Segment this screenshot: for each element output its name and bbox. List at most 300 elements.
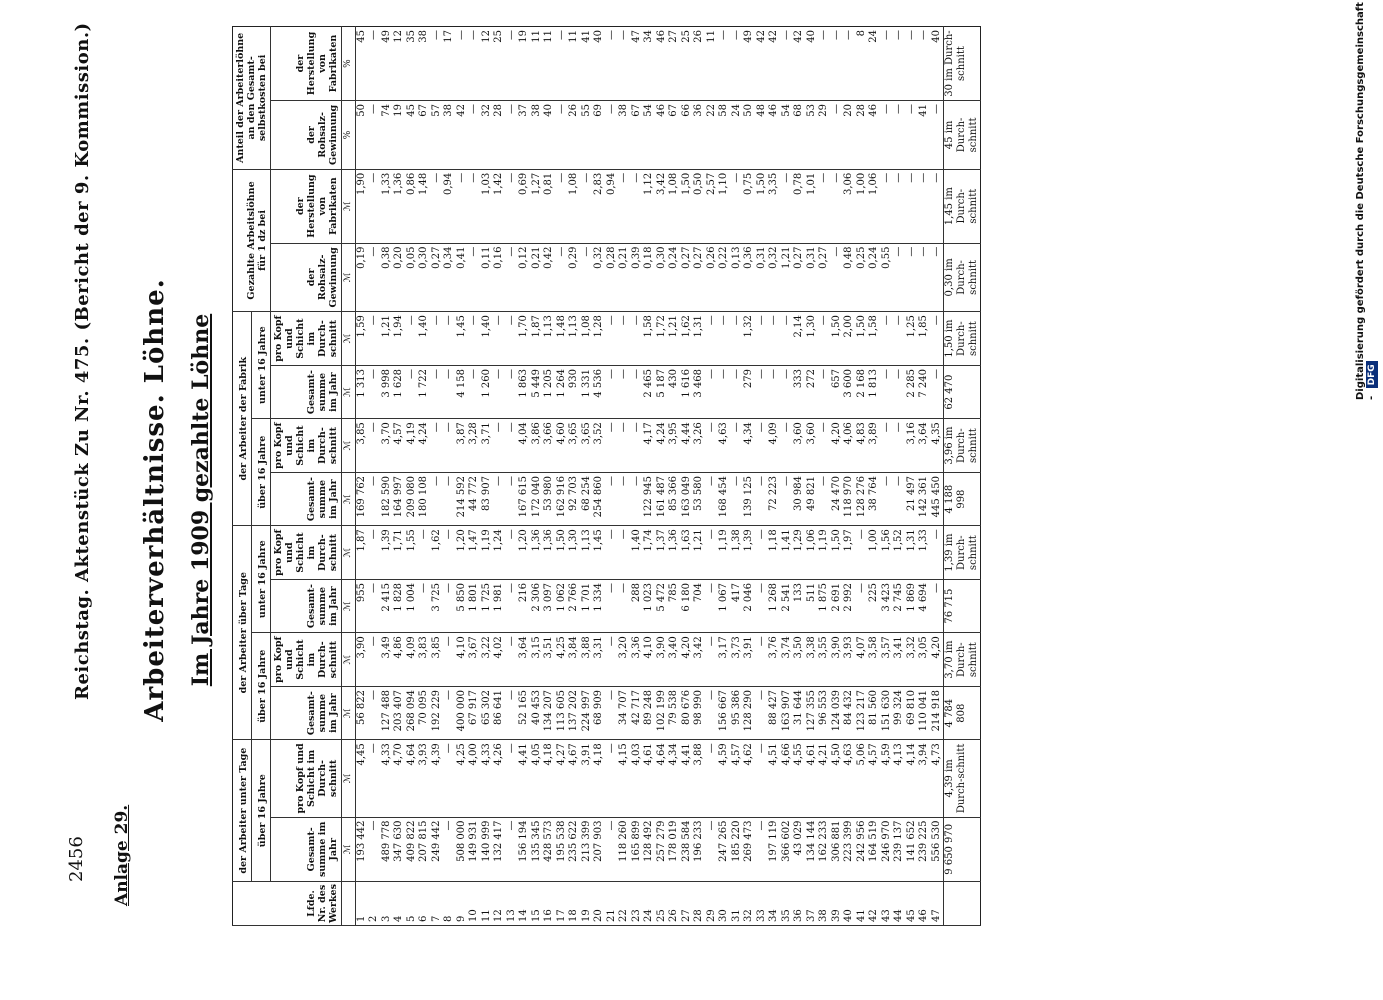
- table-row: [593, 27, 606, 926]
- row-number-cell: 44: [893, 882, 906, 926]
- table-cell: 196 233: [693, 817, 706, 882]
- table-cell: 195 538: [556, 817, 569, 882]
- table-cell: —: [431, 473, 444, 526]
- row-number-cell: 22: [618, 882, 631, 926]
- table-cell: 4,61: [643, 740, 656, 817]
- table-cell: 1,19: [718, 526, 731, 580]
- table-cell: 4,35: [931, 419, 944, 473]
- table-cell: —: [718, 366, 731, 419]
- table-cell: 1,39: [743, 526, 756, 580]
- table-cell: 239 137: [893, 817, 906, 882]
- table-cell: 4,51: [768, 740, 781, 817]
- table-cell: 42: [768, 27, 781, 101]
- table-cell: 1,29: [793, 526, 806, 580]
- table-cell: 4,20: [931, 633, 944, 687]
- table-cell: —: [881, 169, 894, 243]
- table-row: [418, 27, 431, 926]
- table-cell: 3,06: [843, 169, 856, 243]
- table-cell: 4,64: [406, 740, 419, 817]
- table-cell: 3,35: [768, 169, 781, 243]
- table-cell: 511: [806, 580, 819, 633]
- table-row: [843, 27, 856, 926]
- table-cell: 5 187: [656, 366, 669, 419]
- table-cell: 4,59: [718, 740, 731, 817]
- table-cell: —: [831, 169, 844, 243]
- row-number-cell: 5: [406, 882, 419, 926]
- table-cell: 1,20: [518, 526, 531, 580]
- lohn-group-header: Gezahlte Arbeitslöhne für 1 dz bei: [233, 169, 271, 311]
- table-cell: 1,36: [668, 526, 681, 580]
- table-cell: —: [931, 580, 944, 633]
- table-cell: 0,18: [643, 243, 656, 312]
- table-cell: —: [756, 633, 769, 687]
- table-cell: —: [618, 366, 631, 419]
- table-cell: —: [581, 169, 594, 243]
- table-cell: 1 722: [418, 366, 431, 419]
- row-number-cell: 33: [756, 882, 769, 926]
- table-cell: —: [443, 740, 456, 817]
- table-cell: —: [718, 27, 731, 101]
- table-cell: 1 701: [581, 580, 594, 633]
- table-cell: 955: [355, 580, 368, 633]
- table-cell: 102 199: [656, 687, 669, 740]
- table-cell: 2 745: [893, 580, 906, 633]
- table-cell: 3,40: [668, 633, 681, 687]
- table-cell: 1,19: [818, 526, 831, 580]
- table-cell: 11: [568, 27, 581, 101]
- table-cell: 8: [856, 27, 869, 101]
- row-number-cell: 9: [456, 882, 469, 926]
- table-cell: 1,30: [568, 526, 581, 580]
- table-cell: —: [756, 687, 769, 740]
- page-header: Reichstag. Aktenstück Zu Nr. 475. (Bericht der 9. Kommission.): [72, 22, 93, 700]
- table-cell: 0,30: [656, 243, 669, 312]
- table-cell: 247 265: [718, 817, 731, 882]
- table-cell: —: [468, 101, 481, 170]
- table-cell: 178 019: [668, 817, 681, 882]
- table-cell: —: [893, 243, 906, 312]
- row-number-cell: 6: [418, 882, 431, 926]
- table-row: [606, 27, 619, 926]
- table-cell: 4,61: [806, 740, 819, 817]
- row-number-cell: 16: [543, 882, 556, 926]
- table-cell: —: [618, 312, 631, 366]
- table-cell: 3,51: [543, 633, 556, 687]
- table-cell: 1,00: [868, 526, 881, 580]
- table-cell: —: [731, 473, 744, 526]
- table-cell: 4,18: [543, 740, 556, 817]
- table-cell: 72 223: [768, 473, 781, 526]
- table-cell: 0,94: [443, 169, 456, 243]
- table-cell: 409 822: [406, 817, 419, 882]
- table-cell: 40: [543, 101, 556, 170]
- row-number-cell: 41: [856, 882, 869, 926]
- table-cell: —: [368, 169, 381, 243]
- total-cell: 4,39 im Durch-schnitt: [944, 740, 981, 817]
- table-cell: 6 180: [681, 580, 694, 633]
- table-cell: —: [631, 473, 644, 526]
- table-cell: —: [781, 419, 794, 473]
- table-cell: 1,12: [643, 169, 656, 243]
- table-cell: 0,36: [743, 243, 756, 312]
- table-cell: 306 881: [831, 817, 844, 882]
- table-cell: —: [406, 312, 419, 366]
- table-cell: 3,05: [918, 633, 931, 687]
- table-cell: 254 860: [593, 473, 606, 526]
- row-number-cell: 12: [493, 882, 506, 926]
- table-cell: —: [756, 740, 769, 817]
- group-ueber-tage-header: der Arbeiter über Tage: [233, 526, 252, 740]
- table-cell: 52 165: [518, 687, 531, 740]
- table-row: [355, 27, 368, 926]
- table-cell: 0,16: [493, 243, 506, 312]
- table-cell: 1,13: [543, 312, 556, 366]
- table-cell: —: [506, 27, 519, 101]
- table-cell: 1,63: [681, 526, 694, 580]
- table-row: [543, 27, 556, 926]
- table-cell: —: [581, 243, 594, 312]
- row-number-cell: 8: [443, 882, 456, 926]
- table-cell: —: [781, 473, 794, 526]
- table-cell: 89 248: [643, 687, 656, 740]
- table-cell: 3,49: [381, 633, 394, 687]
- table-cell: 140 999: [481, 817, 494, 882]
- row-number-cell: 30: [718, 882, 731, 926]
- total-cell: 4 784 808: [944, 687, 981, 740]
- row-number-cell: 28: [693, 882, 706, 926]
- table-cell: 1,40: [481, 312, 494, 366]
- table-cell: 1 869: [906, 580, 919, 633]
- table-cell: 161 487: [656, 473, 669, 526]
- table-cell: 430: [668, 366, 681, 419]
- table-cell: —: [756, 526, 769, 580]
- row-number-cell: 1: [355, 882, 368, 926]
- table-cell: 1,30: [806, 312, 819, 366]
- table-cell: 1,50: [831, 312, 844, 366]
- table-cell: 1,94: [393, 312, 406, 366]
- table-cell: 1,45: [456, 312, 469, 366]
- table-cell: —: [368, 633, 381, 687]
- col-fabrikat-pct-header: der Herstellung von Fabrikaten: [271, 27, 342, 101]
- table-cell: 0,27: [693, 243, 706, 312]
- table-cell: 224 997: [581, 687, 594, 740]
- table-cell: 40: [931, 27, 944, 101]
- row-number-cell: 2: [368, 882, 381, 926]
- table-cell: —: [818, 312, 831, 366]
- table-cell: —: [556, 27, 569, 101]
- table-cell: 4,62: [743, 740, 756, 817]
- table-row: [743, 27, 756, 926]
- table-cell: 48: [756, 101, 769, 170]
- table-row: [918, 27, 931, 926]
- ue-ueber16-header: über 16 Jahre: [252, 633, 271, 740]
- table-cell: 508 000: [456, 817, 469, 882]
- table-cell: 132 417: [493, 817, 506, 882]
- table-cell: —: [431, 169, 444, 243]
- table-cell: 68: [793, 101, 806, 170]
- col-summe-header: Gesamt-summe im Jahr: [271, 366, 342, 419]
- table-cell: 46: [656, 27, 669, 101]
- unit-cell: ℳ: [342, 817, 356, 882]
- table-cell: 4,33: [481, 740, 494, 817]
- unit-cell: %: [342, 27, 356, 101]
- table-cell: 3,85: [431, 633, 444, 687]
- table-cell: 0,69: [518, 169, 531, 243]
- table-cell: 238 584: [681, 817, 694, 882]
- table-row: [406, 27, 419, 926]
- col-summe-header: Gesamt-summe im Jahr: [271, 580, 342, 633]
- table-cell: 46: [656, 101, 669, 170]
- table-cell: 2,83: [593, 169, 606, 243]
- table-cell: —: [731, 366, 744, 419]
- total-cell: 9 650 970: [944, 817, 981, 882]
- table-cell: 185 220: [731, 817, 744, 882]
- table-cell: 1,70: [518, 312, 531, 366]
- table-cell: 0,25: [856, 243, 869, 312]
- table-cell: 1,45: [593, 526, 606, 580]
- table-cell: 151 630: [881, 687, 894, 740]
- table-cell: —: [606, 580, 619, 633]
- table-cell: 128 276: [856, 473, 869, 526]
- table-cell: 41: [918, 101, 931, 170]
- table-cell: 3,89: [868, 419, 881, 473]
- table-cell: 4,59: [881, 740, 894, 817]
- table-cell: 36: [693, 101, 706, 170]
- table-cell: 0,26: [706, 243, 719, 312]
- table-cell: 42 717: [631, 687, 644, 740]
- table-cell: 0,30: [418, 243, 431, 312]
- table-cell: 1 334: [593, 580, 606, 633]
- table-cell: 4,44: [681, 419, 694, 473]
- table-cell: 4,34: [743, 419, 756, 473]
- table-cell: 1 067: [718, 580, 731, 633]
- table-cell: 1,58: [868, 312, 881, 366]
- col-prokopf-header: pro Kopf und Schicht im Durch-schnitt: [271, 633, 342, 687]
- table-cell: 43 029: [793, 817, 806, 882]
- table-cell: 0,50: [693, 169, 706, 243]
- table-cell: —: [893, 473, 906, 526]
- table-cell: 57: [431, 101, 444, 170]
- table-cell: 24: [868, 27, 881, 101]
- table-cell: 3,64: [918, 419, 931, 473]
- table-cell: 88 427: [768, 687, 781, 740]
- table-cell: 930: [568, 366, 581, 419]
- table-cell: 1,97: [843, 526, 856, 580]
- table-cell: —: [706, 312, 719, 366]
- table-cell: 1,03: [481, 169, 494, 243]
- table-cell: 3,28: [468, 419, 481, 473]
- table-cell: —: [506, 169, 519, 243]
- table-cell: —: [893, 169, 906, 243]
- table-cell: 1 628: [393, 366, 406, 419]
- table-cell: 1 863: [518, 366, 531, 419]
- table-row: [668, 27, 681, 926]
- table-cell: —: [706, 366, 719, 419]
- table-cell: —: [431, 419, 444, 473]
- table-cell: 3,42: [693, 633, 706, 687]
- table-cell: 12: [393, 27, 406, 101]
- table-cell: 49 821: [806, 473, 819, 526]
- table-row: [881, 27, 894, 926]
- table-cell: 0,32: [593, 243, 606, 312]
- table-cell: 3,83: [418, 633, 431, 687]
- table-cell: —: [493, 312, 506, 366]
- table-cell: 445 450: [931, 473, 944, 526]
- table-cell: —: [631, 312, 644, 366]
- fa-unter16-header: unter 16 Jahre: [252, 312, 271, 419]
- table-cell: 11: [543, 27, 556, 101]
- table-cell: 128 492: [643, 817, 656, 882]
- table-cell: 3,64: [518, 633, 531, 687]
- table-cell: 3,16: [906, 419, 919, 473]
- table-cell: 209 080: [406, 473, 419, 526]
- table-cell: 67: [668, 101, 681, 170]
- table-cell: —: [818, 366, 831, 419]
- table-cell: 40: [593, 27, 606, 101]
- table-cell: 1,62: [431, 526, 444, 580]
- table-cell: 3,42: [656, 169, 669, 243]
- table-cell: —: [506, 312, 519, 366]
- table-cell: 1,47: [468, 526, 481, 580]
- table-cell: 1,32: [743, 312, 756, 366]
- table-row: [443, 27, 456, 926]
- table-cell: 1,08: [568, 169, 581, 243]
- table-cell: 1,19: [481, 526, 494, 580]
- table-cell: 141 652: [906, 817, 919, 882]
- table-cell: —: [493, 419, 506, 473]
- table-cell: 4,00: [468, 740, 481, 817]
- table-cell: 428 573: [543, 817, 556, 882]
- row-number-cell: 34: [768, 882, 781, 926]
- table-cell: 162 916: [556, 473, 569, 526]
- col-nr-header: Lfde. Nr. des Werkes: [233, 882, 342, 926]
- table-cell: 2,00: [843, 312, 856, 366]
- table-cell: 139 125: [743, 473, 756, 526]
- table-cell: —: [906, 27, 919, 101]
- table-cell: —: [818, 27, 831, 101]
- table-row: [531, 27, 544, 926]
- col-prokopf-header: pro Kopf und Schicht im Durch-schnitt: [271, 312, 342, 366]
- table-row: [506, 27, 519, 926]
- ut-ueber16-header: über 16 Jahre: [252, 740, 271, 882]
- table-cell: —: [881, 419, 894, 473]
- table-cell: 0,41: [456, 243, 469, 312]
- table-cell: 249 442: [431, 817, 444, 882]
- row-number-cell: 27: [681, 882, 694, 926]
- table-cell: —: [831, 27, 844, 101]
- table-cell: —: [918, 169, 931, 243]
- total-row: [944, 27, 981, 926]
- table-cell: 28: [493, 101, 506, 170]
- table-cell: 1,48: [556, 312, 569, 366]
- table-cell: 1,00: [856, 169, 869, 243]
- table-cell: —: [506, 526, 519, 580]
- table-cell: —: [893, 312, 906, 366]
- table-cell: 3,20: [618, 633, 631, 687]
- table-cell: 163 907: [781, 687, 794, 740]
- table-cell: 17: [443, 27, 456, 101]
- table-cell: 4,06: [843, 419, 856, 473]
- row-number-cell: 4: [393, 882, 406, 926]
- table-cell: 4,15: [618, 740, 631, 817]
- total-cell: 0,30 im Durch-schnitt: [944, 243, 981, 312]
- table-cell: —: [368, 740, 381, 817]
- table-cell: —: [706, 740, 719, 817]
- table-cell: 37: [518, 101, 531, 170]
- table-cell: —: [606, 419, 619, 473]
- table-row: [756, 27, 769, 926]
- table-cell: 40 453: [531, 687, 544, 740]
- table-cell: 2 766: [568, 580, 581, 633]
- table-cell: 0,86: [406, 169, 419, 243]
- ue-unter16-header: unter 16 Jahre: [252, 526, 271, 633]
- table-cell: —: [456, 169, 469, 243]
- table-cell: 4,02: [493, 633, 506, 687]
- table-cell: 213 399: [581, 817, 594, 882]
- table-cell: 0,05: [406, 243, 419, 312]
- table-cell: 3,73: [731, 633, 744, 687]
- table-cell: 45: [406, 101, 419, 170]
- table-cell: 113 605: [556, 687, 569, 740]
- table-cell: 127 355: [806, 687, 819, 740]
- row-number-cell: 32: [743, 882, 756, 926]
- table-cell: 1 313: [355, 366, 368, 419]
- row-number-cell: 20: [593, 882, 606, 926]
- table-cell: 32: [481, 101, 494, 170]
- table-cell: 0,32: [768, 243, 781, 312]
- row-number-cell: 37: [806, 882, 819, 926]
- table-cell: —: [893, 27, 906, 101]
- table-cell: 50: [355, 101, 368, 170]
- table-cell: 42: [793, 27, 806, 101]
- table-cell: 4,19: [406, 419, 419, 473]
- table-cell: 4,13: [893, 740, 906, 817]
- table-cell: 1 981: [493, 580, 506, 633]
- table-cell: 0,81: [543, 169, 556, 243]
- wages-table: [232, 26, 981, 926]
- row-number-cell: 26: [668, 882, 681, 926]
- col-prokopf-header: pro Kopf und Schicht im Durch-schnitt: [271, 740, 342, 817]
- total-cell: 3,96 im Durch-schnitt: [944, 419, 981, 473]
- table-cell: 4,50: [831, 740, 844, 817]
- table-cell: 4,34: [668, 740, 681, 817]
- table-cell: 214 918: [931, 687, 944, 740]
- table-cell: 0,29: [568, 243, 581, 312]
- table-cell: —: [443, 526, 456, 580]
- table-cell: 0,22: [718, 243, 731, 312]
- table-row: [431, 27, 444, 926]
- table-row: [693, 27, 706, 926]
- table-cell: 216: [518, 580, 531, 633]
- table-cell: 4,10: [643, 633, 656, 687]
- table-row: [831, 27, 844, 926]
- table-cell: 5,06: [856, 740, 869, 817]
- table-cell: 4,10: [456, 633, 469, 687]
- total-cell: [944, 882, 981, 926]
- table-cell: 2 168: [856, 366, 869, 419]
- table-cell: —: [706, 580, 719, 633]
- table-cell: 99 324: [893, 687, 906, 740]
- table-cell: 53 580: [693, 473, 706, 526]
- dfg-logo: DFG: [1366, 361, 1378, 388]
- table-cell: 3,60: [793, 419, 806, 473]
- table-cell: 4,24: [656, 419, 669, 473]
- table-cell: —: [443, 366, 456, 419]
- table-cell: 45: [355, 27, 368, 101]
- table-cell: 3,90: [355, 633, 368, 687]
- table-cell: —: [368, 366, 381, 419]
- table-cell: 46: [868, 101, 881, 170]
